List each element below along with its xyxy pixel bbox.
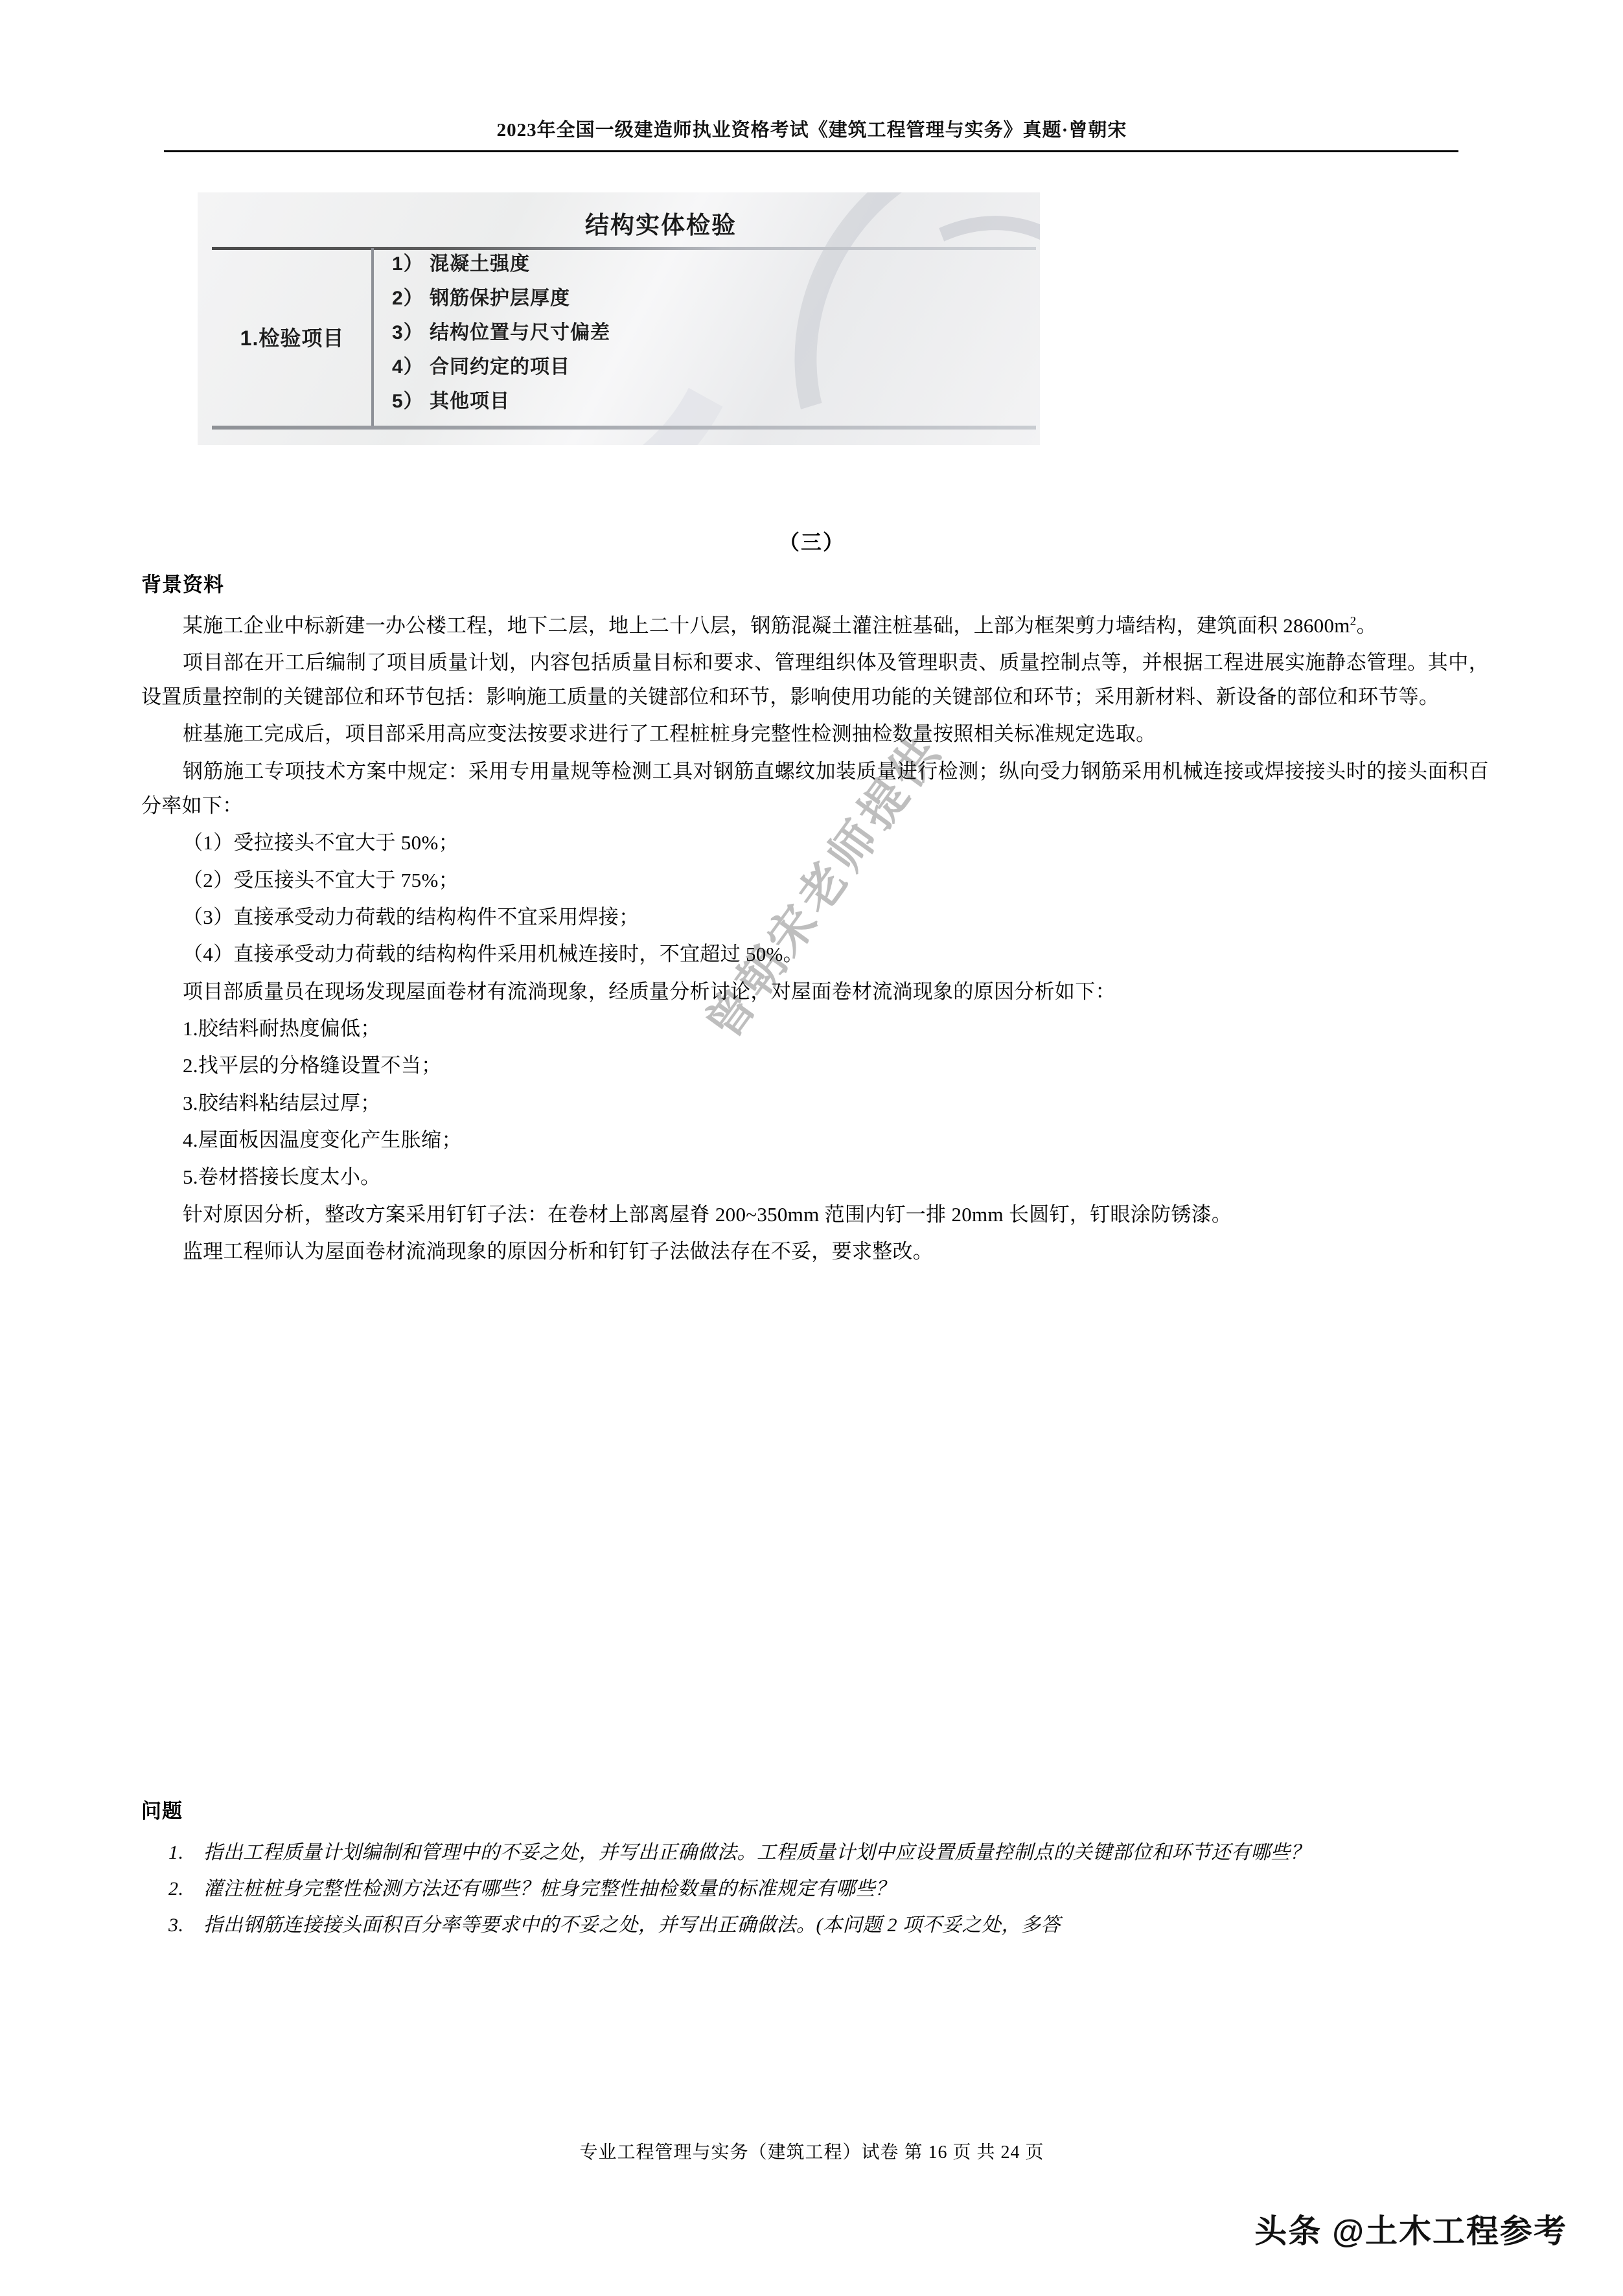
background-paragraph-1 (141, 608, 1489, 643)
questions-heading: 问题 (141, 1800, 183, 1822)
joint-item: （1）受拉接头不宜大于 50%； (183, 831, 459, 855)
background-paragraph-3: 桩基施工完成后，项目部采用高应变法按要求进行了工程桩桩身完整性检测抽检数量按照相关标准规定选取。 (183, 722, 1157, 746)
figure-bottom-rule (212, 426, 1036, 430)
cause-item: 5.卷材搭接长度太小。 (183, 1165, 381, 1189)
brand-watermark (1254, 2205, 1567, 2252)
cause-item: 1.胶结料耐热度偏低； (183, 1016, 381, 1040)
cause-item: 4.屋面板因温度变化产生胀缩； (183, 1128, 462, 1151)
background-section (141, 570, 1489, 1271)
questions-section (141, 1795, 1489, 1945)
joint-item: （3）直接承受动力荷载的结构构件不宜采用焊接； (183, 906, 639, 928)
header-title: 2023年全国一级建造师执业资格考试《建筑工程管理与实务》真题·曾朝宋 (496, 120, 1127, 141)
diagonal-watermark: 曾朝宋老师提供 (696, 724, 952, 1049)
structural-inspection-figure (198, 192, 1040, 445)
figure-column-divider (371, 248, 374, 430)
figure-item: 3） 结构位置与尺寸偏差 (392, 322, 611, 343)
figure-row-label: 1.检验项目 (240, 327, 345, 350)
supervisor-paragraph: 监理工程师认为屋面卷材流淌现象的原因分析和钉钉子法做法存在不妥，要求整改。 (183, 1239, 934, 1263)
question-text: 指出工程质量计划编制和管理中的不妥之处，并写出正确做法。工程质量计划中应设置质量控制点的关键部位和环节还有哪些？ (203, 1842, 1310, 1863)
question-number: 2. (168, 1877, 184, 1900)
page-footer: 专业工程管理与实务（建筑工程）试卷 第 16 页 共 24 页 (579, 2142, 1044, 2163)
figure-item: 4） 合同约定的项目 (392, 356, 571, 378)
brand-prefix: 头条 (1254, 2213, 1322, 2249)
question-number: 3. (168, 1914, 184, 1936)
section-number: （三） (778, 531, 845, 554)
question-item (141, 1837, 1489, 1869)
figure-left-cell (213, 248, 371, 426)
background-paragraph-4: 钢筋施工专项技术方案中规定：采用专用量规等检测工具对钢筋直螺纹加装质量进行检测；纵向受力钢筋采用机械连接或焊接接头时的接头面积百分率如下： (141, 759, 1489, 818)
joint-item: （4）直接承受动力荷载的结构构件采用机械连接时，不宜超过 50%。 (183, 943, 803, 966)
joint-item: （2）受压接头不宜大于 75%； (183, 868, 459, 891)
cause-item: 2.找平层的分格缝设置不当； (183, 1054, 442, 1077)
figure-item: 1） 混凝土强度 (392, 253, 531, 275)
questions-list (141, 1837, 1489, 1941)
figure-item: 2） 钢筋保护层厚度 (392, 288, 571, 309)
question-text: 灌注桩桩身完整性检测方法还有哪些？桩身完整性抽检数量的标准规定有哪些？ (203, 1877, 895, 1900)
question-text: 指出钢筋连接接头面积百分率等要求中的不妥之处，并写出正确做法。(本问题 2 项不妥之处，多答 (203, 1914, 1061, 1936)
question-number: 1. (168, 1842, 184, 1863)
paragraph-text: 某施工企业中标新建一办公楼工程，地下二层，地上二十八层，钢筋混凝土灌注桩基础，上部为框架剪力墙结构，建筑面积 28600m (183, 614, 1350, 637)
question-item (141, 1873, 1489, 1905)
background-paragraph-2: 项目部在开工后编制了项目质量计划，内容包括质量目标和要求、管理组织体及管理职责、质量控制点等，并根据工程进展实施静态管理。其中，设置质量控制的关键部位和环节包括：影响施工质量的关键部位和环节，影响使用功能的关键部位和环节；采用新材料、新设备的部位和环节等。 (141, 650, 1489, 709)
page-header (174, 115, 1450, 142)
paragraph-tail: 。 (1356, 614, 1377, 637)
header-divider (164, 150, 1458, 152)
figure-items-list (392, 255, 1033, 426)
remedy-paragraph: 针对原因分析，整改方案采用钉钉子法：在卷材上部离屋脊 200~350mm 范围内钉一排 20mm 长圆钉，钉眼涂防锈漆。 (183, 1202, 1232, 1226)
figure-item: 5） 其他项目 (392, 391, 511, 412)
question-item (141, 1909, 1489, 1942)
brand-handle: @土木工程参考 (1332, 2213, 1567, 2249)
background-label: 背景资料 (141, 573, 224, 596)
area-superscript: 2 (1350, 614, 1357, 628)
cause-item: 3.胶结料粘结层过厚； (183, 1091, 381, 1114)
figure-title: 结构实体检验 (585, 212, 737, 238)
roof-intro-paragraph: 项目部质量员在现场发现屋面卷材有流淌现象，经质量分析讨论，对屋面卷材流淌现象的原因分析如下： (183, 980, 1116, 1003)
